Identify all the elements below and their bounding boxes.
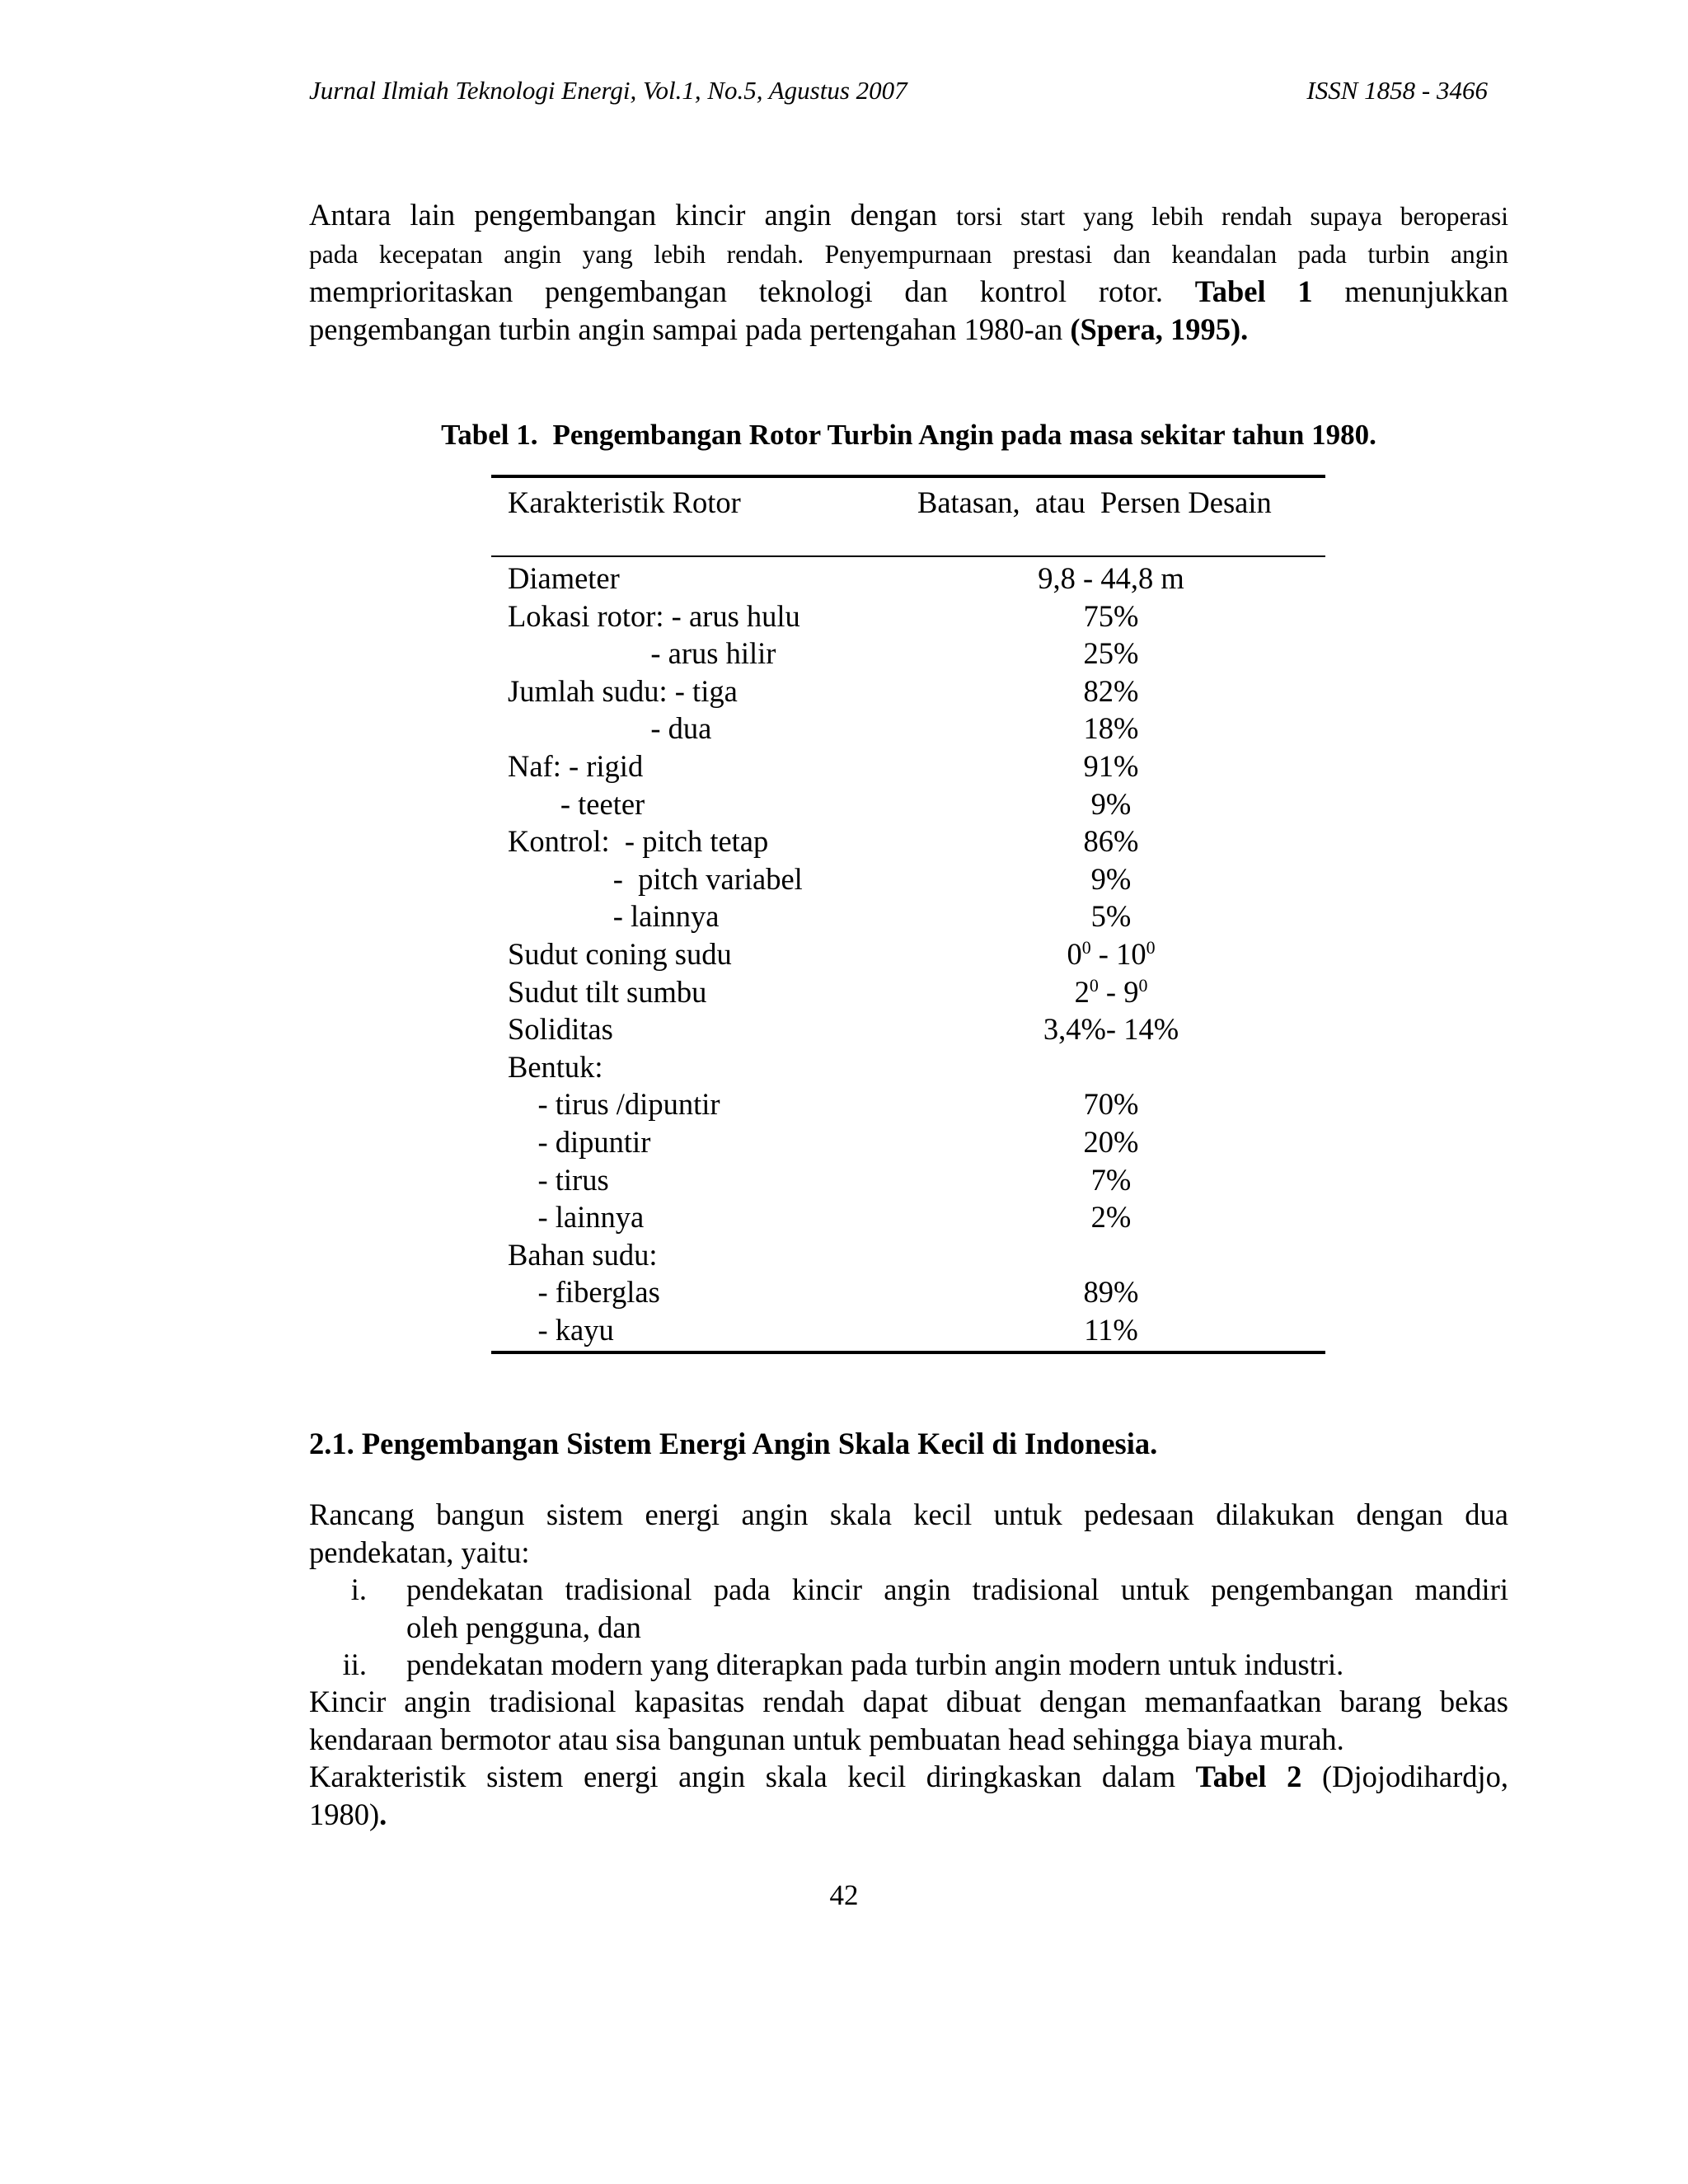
- column-header-characteristic: Karakteristik Rotor: [508, 485, 741, 519]
- table-caption-number: Tabel 1.: [441, 419, 538, 451]
- list-item-text: pendekatan modern yang diterapkan pada turbin angin modern untuk industri.: [406, 1647, 1344, 1681]
- table-row: Sudut coning sudu $0^0 - 10^0$: [508, 936, 1156, 971]
- table-row: Diameter 9,8 - 44,8 m: [508, 561, 1184, 595]
- table-row: Soliditas 3,4%- 14%: [508, 1012, 1179, 1047]
- table-row: - lainnya 2%: [508, 1200, 1132, 1235]
- table-row: Naf: - rigid 91%: [508, 748, 1139, 783]
- table1-reference: Tabel 1: [1194, 274, 1313, 308]
- table-row: - lainnya 5%: [508, 899, 1132, 934]
- journal-title: Jurnal Ilmiah Teknologi Energi, Vol.1, No.5, Agustus 2007: [309, 76, 907, 105]
- intro-paragraph: [309, 196, 1508, 348]
- table-row: - tirus 7%: [508, 1162, 1132, 1197]
- intro-line-3: memprioritaskan pengembangan teknologi dan kontrol rotor. Tabel 1 menunjukkan: [309, 274, 1509, 308]
- list-item-text: pendekatan tradisional pada kincir angin tradisional untuk pengembangan mandiri oleh pengguna, dan: [406, 1572, 1508, 1644]
- table-row: Jumlah sudu: - tiga 82%: [508, 673, 1139, 708]
- section-p2-line-2: kendaraan bermotor atau sisa bangunan untuk pembuatan head sehingga biaya murah.: [309, 1722, 1344, 1756]
- section-p3-line-2: 1980).: [309, 1797, 387, 1831]
- table-row: - tirus /dipuntir 70%: [508, 1087, 1139, 1122]
- table-body: [491, 557, 1325, 1351]
- table-row: - fiberglas 89%: [508, 1275, 1139, 1310]
- table-row: - pitch variabel 9%: [508, 861, 1132, 896]
- section-paragraph-1: [309, 1496, 1508, 1571]
- table-row: Sudut tilt sumbu $2^0 - 9^0$: [508, 974, 1148, 1009]
- intro-line-1: Antara lain pengembangan kincir angin dengan torsi start yang lebih rendah supaya beroperasi: [309, 198, 1508, 232]
- section-heading: 2.1. Pengembangan Sistem Energi Angin Skala Kecil di Indonesia.: [309, 1427, 1158, 1460]
- page-number: 42: [829, 1879, 859, 1911]
- table-row: Bentuk:: [508, 1049, 603, 1084]
- section-p1-line-1: Rancang bangun sistem energi angin skala kecil untuk pedesaan dilakukan dengan dua: [309, 1497, 1508, 1531]
- intro-line-4: pengembangan turbin angin sampai pada pertengahan 1980-an (Spera, 1995).: [309, 312, 1249, 346]
- table-row: - arus hilir 25%: [508, 636, 1139, 671]
- table-row: - dua 18%: [508, 711, 1139, 746]
- table-bottom-rule: [491, 1351, 1325, 1354]
- section-p3-line-1: Karakteristik sistem energi angin skala kecil diringkaskan dalam Tabel 2 (Djojodihardjo,: [309, 1760, 1509, 1793]
- section-paragraph-2: [309, 1683, 1508, 1833]
- table2-reference: Tabel 2: [1195, 1760, 1302, 1793]
- section-p2-line-1: Kincir angin tradisional kapasitas rendah dapat dibuat dengan memanfaatkan barang bekas: [309, 1685, 1508, 1718]
- issn: ISSN 1858 - 3466: [1306, 76, 1488, 105]
- table-row: - kayu 11%: [508, 1312, 1138, 1347]
- rotor-table: [491, 475, 1325, 1354]
- table-row: - teeter 9%: [508, 786, 1132, 821]
- column-header-design: Batasan, atau Persen Desain: [917, 485, 1272, 519]
- table-row: Bahan sudu:: [508, 1237, 658, 1272]
- table-header: [491, 478, 1325, 555]
- table-caption: [309, 419, 1508, 452]
- list-marker: i.: [350, 1572, 367, 1606]
- table-caption-text: Pengembangan Rotor Turbin Angin pada masa sekitar tahun 1980.: [552, 419, 1376, 451]
- table-row: - dipuntir 20%: [508, 1124, 1139, 1159]
- citation: (Spera, 1995).: [1070, 312, 1249, 346]
- intro-line-2: pada kecepatan angin yang lebih rendah. Penyempurnaan prestasi dan keandalan pada turbin angin: [309, 239, 1508, 269]
- section-p1-line-2: pendekatan, yaitu:: [309, 1535, 530, 1569]
- table-row: Kontrol: - pitch tetap 86%: [508, 824, 1139, 859]
- list-marker: ii.: [342, 1647, 367, 1681]
- table-row: Lokasi rotor: - arus hulu 75%: [508, 598, 1139, 633]
